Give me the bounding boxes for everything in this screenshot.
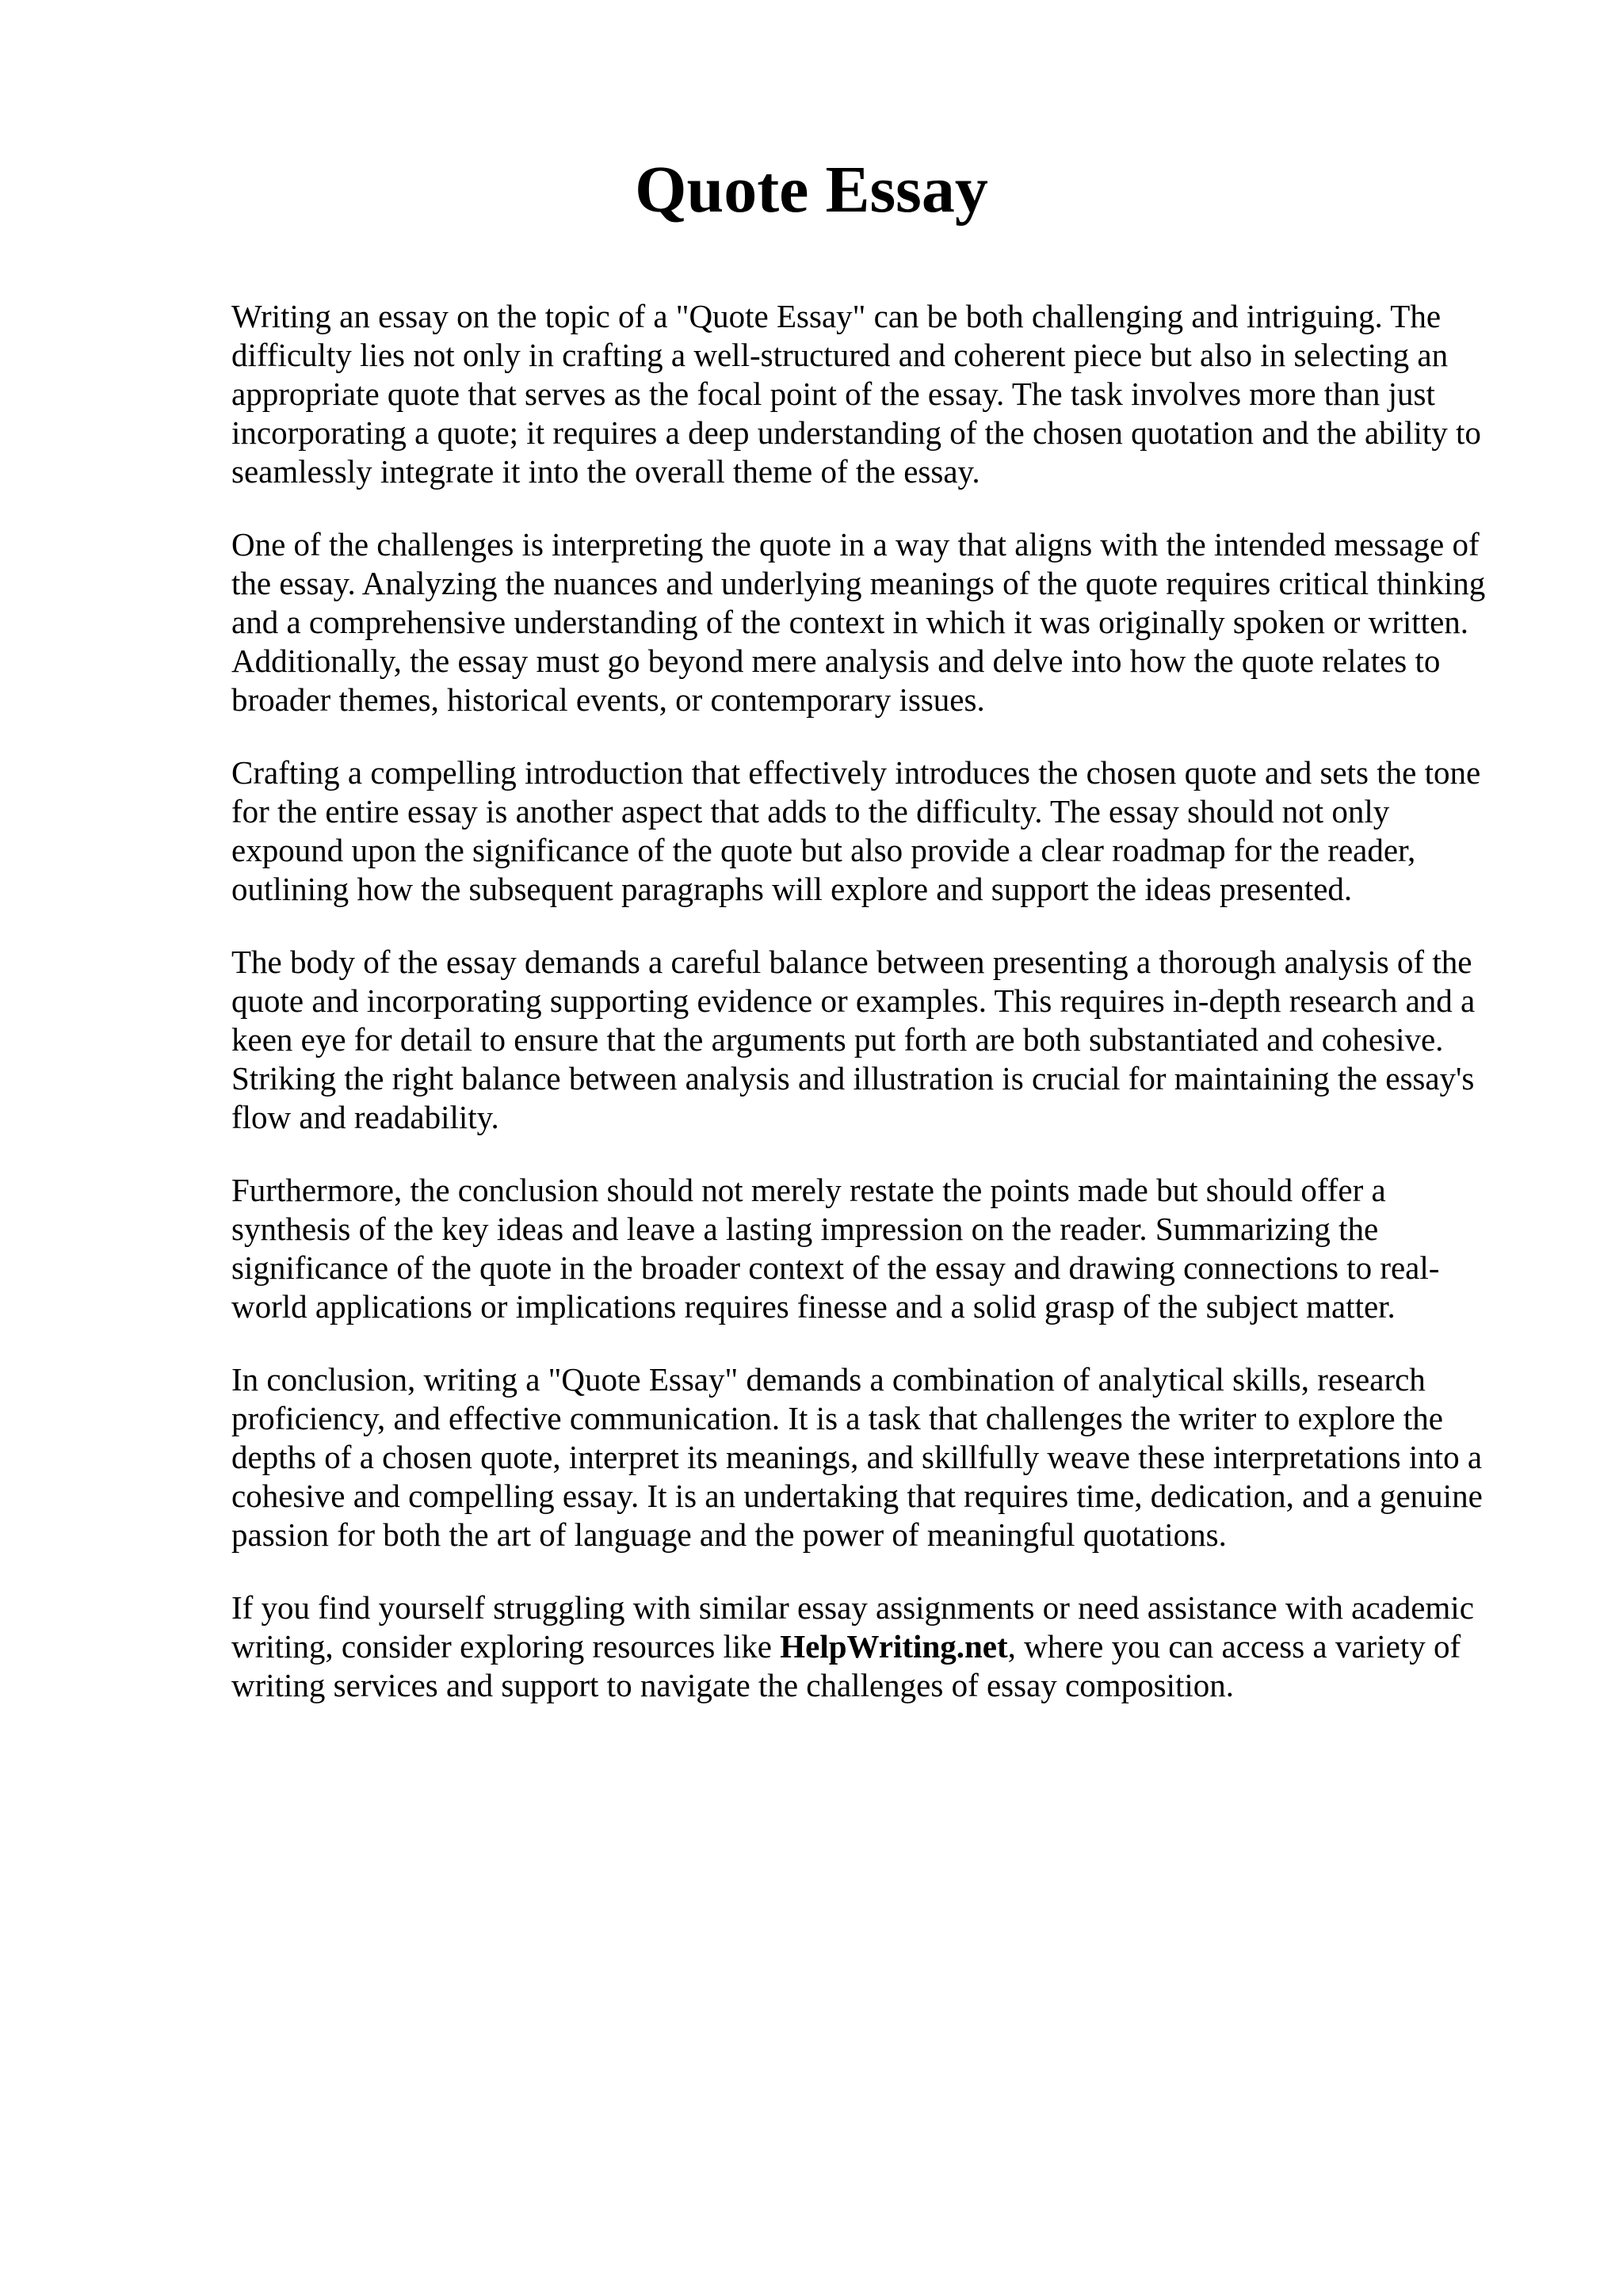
paragraph-line: depths of a chosen quote, interpret its meanings, and skillfully weave these interpretations into a xyxy=(231,1439,1483,1475)
paragraph-line: quote and incorporating supporting evidence or examples. This requires in-depth research and a xyxy=(231,982,1476,1019)
paragraph-line: One of the challenges is interpreting the quote in a way that aligns with the intended message of xyxy=(231,526,1480,563)
paragraph-line: passion for both the art of language and the power of meaningful quotations. xyxy=(231,1516,1227,1553)
paragraph-4 xyxy=(231,943,1531,1137)
paragraph-line: Crafting a compelling introduction that effectively introduces the chosen quote and sets the tone xyxy=(231,754,1481,791)
paragraph-line: expound upon the significance of the quote but also provide a clear roadmap for the reader, xyxy=(231,832,1416,868)
paragraph-line: proficiency, and effective communication. It is a task that challenges the writer to explore the xyxy=(231,1400,1443,1436)
paragraph-2 xyxy=(231,525,1531,719)
paragraph-line: for the entire essay is another aspect that adds to the difficulty. The essay should not only xyxy=(231,793,1390,830)
closing-paragraph xyxy=(231,1589,1531,1705)
helpwriting-link[interactable]: HelpWriting.net xyxy=(780,1628,1008,1665)
paragraph-line: synthesis of the key ideas and leave a lasting impression on the reader. Summarizing the xyxy=(231,1211,1379,1247)
paragraph-5 xyxy=(231,1171,1531,1326)
essay-body xyxy=(231,297,1531,1739)
paragraph-line: difficulty lies not only in crafting a well-structured and coherent piece but also in selecting an xyxy=(231,337,1449,373)
paragraph-line: appropriate quote that serves as the focal point of the essay. The task involves more than just xyxy=(231,376,1435,412)
paragraph-line: broader themes, historical events, or contemporary issues. xyxy=(231,681,985,718)
paragraph-line: Writing an essay on the topic of a "Quote Essay" can be both challenging and intriguing. The xyxy=(231,298,1442,334)
closing-text-after-link: , where you can access a variety of xyxy=(1007,1628,1461,1665)
paragraph-line: The body of the essay demands a careful balance between presenting a thorough analysis of the xyxy=(231,944,1472,980)
paragraph-6 xyxy=(231,1360,1531,1554)
paragraph-line: and a comprehensive understanding of the context in which it was originally spoken or written. xyxy=(231,604,1469,640)
paragraph-line: keen eye for detail to ensure that the arguments put forth are both substantiated and cohesive. xyxy=(231,1021,1444,1058)
paragraph-line xyxy=(231,1627,1531,1666)
paragraph-line: Striking the right balance between analysis and illustration is crucial for maintaining the essay's xyxy=(231,1060,1475,1097)
paragraph-line: Additionally, the essay must go beyond mere analysis and delve into how the quote relates to xyxy=(231,643,1441,679)
paragraph-line: flow and readability. xyxy=(231,1099,499,1135)
paragraph-line: In conclusion, writing a "Quote Essay" demands a combination of analytical skills, research xyxy=(231,1361,1426,1398)
paragraph-3 xyxy=(231,753,1531,909)
page-title: Quote Essay xyxy=(635,153,988,227)
paragraph-line: If you find yourself struggling with similar essay assignments or need assistance with academic xyxy=(231,1589,1474,1626)
paragraph-line: incorporating a quote; it requires a deep understanding of the chosen quotation and the ability to xyxy=(231,414,1481,451)
paragraph-line: cohesive and compelling essay. It is an undertaking that requires time, dedication, and a genuine xyxy=(231,1478,1483,1514)
paragraph-line: Furthermore, the conclusion should not merely restate the points made but should offer a xyxy=(231,1172,1386,1208)
paragraph-line: the essay. Analyzing the nuances and underlying meanings of the quote requires critical thinking xyxy=(231,565,1486,601)
paragraph-line: seamlessly integrate it into the overall theme of the essay. xyxy=(231,453,980,490)
closing-text-before-link: writing, consider exploring resources like xyxy=(231,1628,781,1665)
paragraph-line: outlining how the subsequent paragraphs will explore and support the ideas presented. xyxy=(231,871,1353,907)
paragraph-line: world applications or implications requires finesse and a solid grasp of the subject matter. xyxy=(231,1288,1396,1325)
paragraph-1 xyxy=(231,297,1531,491)
paragraph-line: significance of the quote in the broader context of the essay and drawing connections to real- xyxy=(231,1249,1440,1286)
paragraph-line: writing services and support to navigate the challenges of essay composition. xyxy=(231,1667,1234,1703)
